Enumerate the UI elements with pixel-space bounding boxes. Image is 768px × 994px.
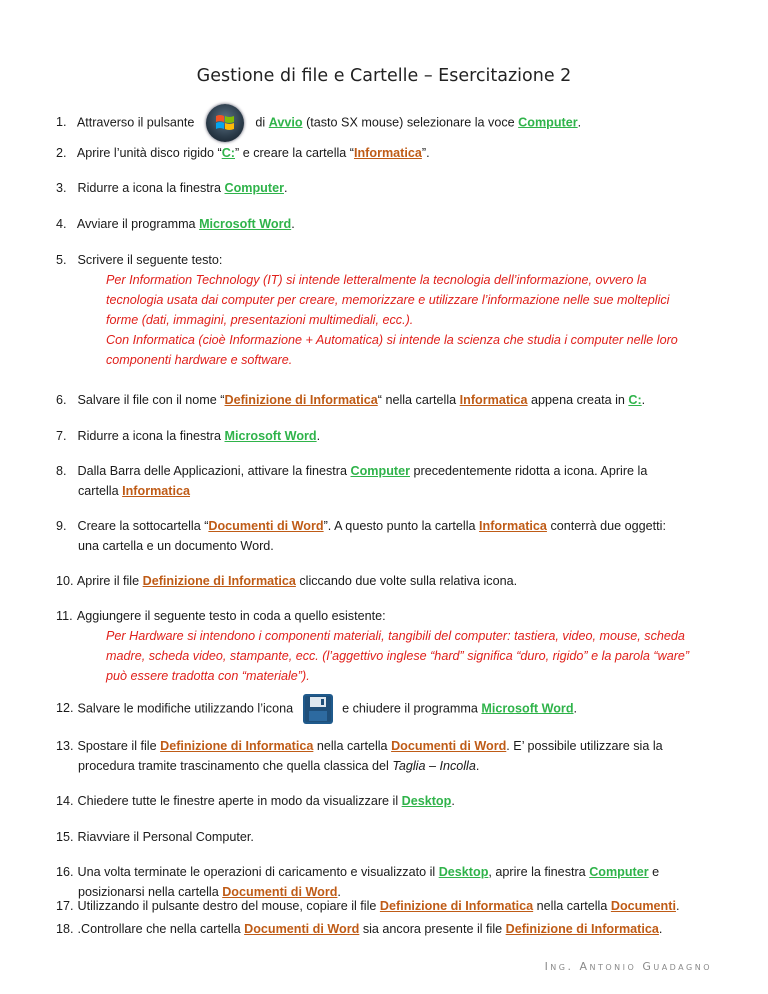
quote-line: Per Hardware si intendono i componenti materiali, tangibili del computer: tastiera, video, mouse, scheda [106,629,685,643]
step-17: 17. Utilizzando il pulsante destro del mouse, copiare il file Definizione di Informatica nella cartella Documenti. [56,899,680,913]
quote-line: Con Informatica (cioè Informazione + Automatica) si intende la scienza che studia i computer nelle loro [106,333,678,347]
step-3: 3. Ridurre a icona la finestra Computer. [56,181,288,195]
step-11: 11. Aggiungere il seguente testo in coda a quello esistente: Per Hardware si intendono i componenti materiali, tangibili del computer: tastiera, video, mouse, scheda madre, scheda video, stampante, ecc. (l’aggettivo inglese “hard” significa “duro, rigido” e la parola “ware” può essere tradotta con “materiale”). [56,606,716,686]
step-18: 18. .Controllare che nella cartella Documenti di Word sia ancora presente il file Definizione di Informatica. [56,922,663,936]
step-8: 8. Dalla Barra delle Applicazioni, attivare la finestra Computer precedentemente ridotta a icona. Aprire la cartella Informatica [56,464,648,498]
step-4: 4. Avviare il programma Microsoft Word. [56,217,295,231]
step-13: 13. Spostare il file Definizione di Informatica nella cartella Documenti di Word. E’ possibile utilizzare sia la procedura tramite trascinamento che quella classica del Taglia – Incolla. [56,739,663,773]
quote-line: componenti hardware e software. [106,353,293,367]
step-14: 14. Chiedere tutte le finestre aperte in modo da visualizzare il Desktop. [56,794,455,808]
step-5: 5. Scrivere il seguente testo: Per Information Technology (IT) si intende letteralmente la tecnologia dell’informazione, ovvero la tecnologia usata dai computer per creare, memorizzare e utilizzare l’informazione nelle sue molteplici forme (dati, immagini, presentazioni multimediali, ecc.). Con Informatica (cioè Informazione + Automatica) si intende la scienza che studia i computer nelle loro componenti hardware e software. [56,250,716,370]
step-12: 12. Salvare le modifiche utilizzando l’icona e chiudere il programma Microsoft Word. [56,694,716,724]
step-10: 10. Aprire il file Definizione di Informatica cliccando due volte sulla relativa icona. [56,574,518,588]
author-footer: Ing. Antonio Guadagno [544,960,712,973]
step-9: 9. Creare la sottocartella “Documenti di Word”. A questo punto la cartella Informatica conterrà due oggetti: una cartella e un documento Word. [56,519,666,553]
quote-line: tecnologia usata dai computer per creare, memorizzare e utilizzare l’informazione nelle sue molteplici [106,293,670,307]
windows-start-orb-icon [206,104,244,142]
document-title: Gestione di file e Cartelle – Esercitazione 2 [196,66,572,86]
quote-line: Per Information Technology (IT) si intende letteralmente la tecnologia dell’informazione, ovvero la [106,273,647,287]
step-7: 7. Ridurre a icona la finestra Microsoft Word. [56,429,321,443]
quote-line: può essere tradotta con “materiale”). [106,669,310,683]
quote-line: madre, scheda video, stampante, ecc. (l’aggettivo inglese “hard” significa “duro, rigido” e la parola “ware” [106,649,690,663]
step-15: 15. Riavviare il Personal Computer. [56,830,254,844]
step-2: 2. Aprire l’unità disco rigido “C:” e creare la cartella “Informatica”. [56,146,430,160]
floppy-disk-save-icon [303,694,333,724]
step-1: 1. Attraverso il pulsante di Avvio (tasto SX mouse) selezionare la voce Computer. [56,104,716,142]
step-16: 16. Una volta terminate le operazioni di caricamento e visualizzato il Desktop, aprire la finestra Computer e posizionarsi nella cartella Documenti di Word. [56,865,660,899]
quote-line: forme (dati, immagini, presentazioni multimediali, ecc.). [106,313,414,327]
step-6: 6. Salvare il file con il nome “Definizione di Informatica“ nella cartella Informatica appena creata in C:. [56,393,646,407]
